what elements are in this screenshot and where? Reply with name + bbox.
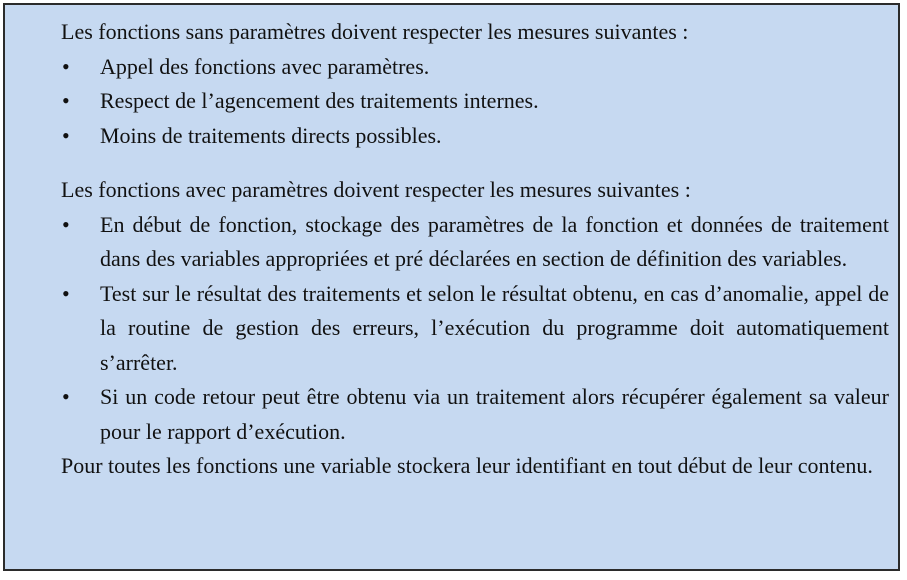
section2-intro: Les fonctions avec paramètres doivent respecter les mesures suivantes : <box>61 177 691 202</box>
list-item <box>61 277 889 381</box>
list-item-text: En début de fonction, stockage des paramètres de la fonction et données de traitement dans des variables appropriées et pré déclarées en section de définition des variables. <box>100 211 889 271</box>
list-item-text: Si un code retour peut être obtenu via un traitement alors récupérer également sa valeur pour le rapport d’exécution. <box>100 384 889 444</box>
bullet-icon: • <box>62 88 70 113</box>
list-item <box>61 380 889 449</box>
bullet-icon: • <box>62 122 70 148</box>
section2-list <box>61 208 889 450</box>
rules-box <box>3 3 900 571</box>
list-item <box>61 119 889 154</box>
list-item-text: Moins de traitements directs possibles. <box>100 122 442 148</box>
list-item <box>61 84 889 119</box>
list-item-text: Appel des fonctions avec paramètres. <box>100 53 430 79</box>
bullet-icon: • <box>62 53 70 79</box>
bullet-icon: • <box>62 211 70 237</box>
list-item-text: Respect de l’agencement des traitements internes. <box>100 88 539 113</box>
list-item <box>61 50 889 85</box>
list-item-text: Test sur le résultat des traitements et selon le résultat obtenu, en cas d’anomalie, appel de la routine de gestion des erreurs, l’exécution du programme doit automatiquement s’arrêter. <box>100 280 889 375</box>
section1-list <box>61 50 889 154</box>
section-spacer <box>61 153 889 173</box>
bullet-icon: • <box>62 384 70 409</box>
rules-content <box>61 15 889 484</box>
list-item <box>61 208 889 277</box>
section1-intro: Les fonctions sans paramètres doivent respecter les mesures suivantes : <box>61 19 689 44</box>
closing-paragraph: Pour toutes les fonctions une variable stockera leur identifiant en tout début de leur contenu. <box>61 453 873 478</box>
bullet-icon: • <box>62 280 70 306</box>
